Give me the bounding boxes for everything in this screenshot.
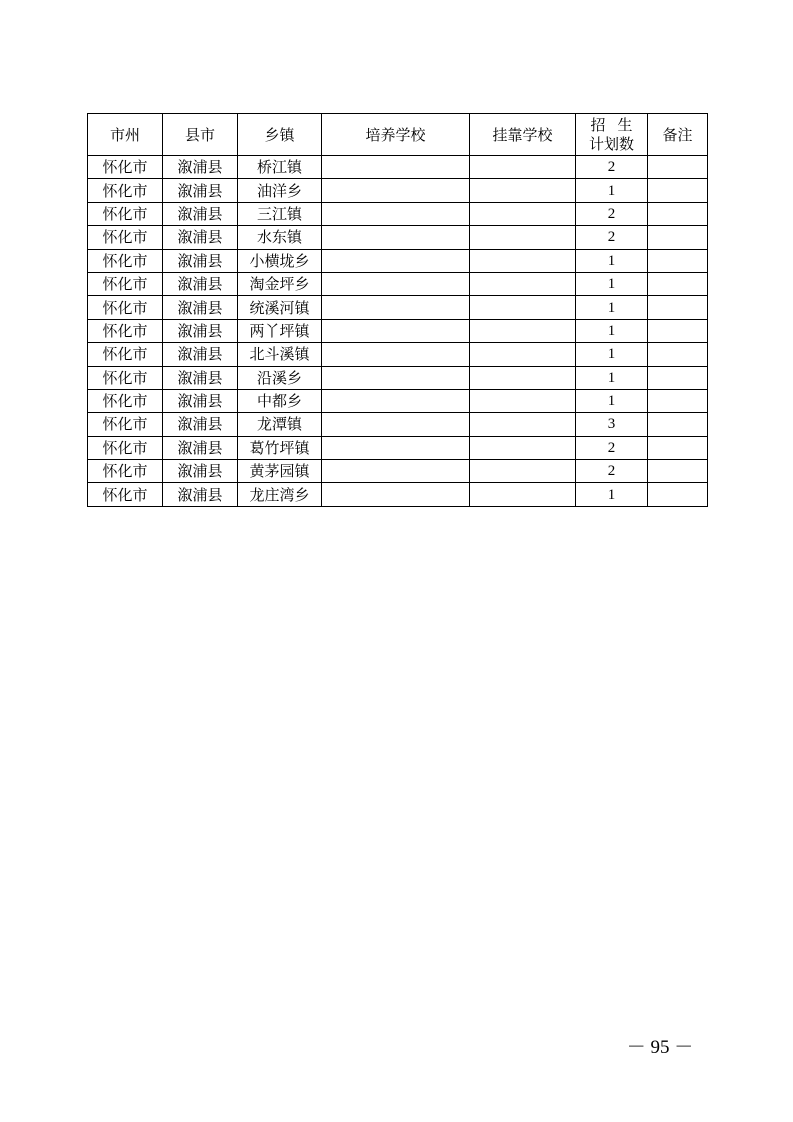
header-quota	[576, 114, 648, 156]
cell-remarks	[648, 483, 708, 506]
cell-remarks	[648, 156, 708, 179]
cell-training-school	[322, 460, 470, 483]
cell-county: 溆浦县	[163, 366, 238, 389]
cell-affiliated-school	[470, 156, 576, 179]
cell-training-school	[322, 179, 470, 202]
cell-county: 溆浦县	[163, 389, 238, 412]
table-row	[88, 436, 708, 459]
header-remarks: 备注	[648, 114, 708, 156]
table-row	[88, 483, 708, 506]
table-row	[88, 389, 708, 412]
cell-quota: 1	[576, 296, 648, 319]
cell-training-school	[322, 413, 470, 436]
cell-county: 溆浦县	[163, 460, 238, 483]
table-row	[88, 343, 708, 366]
cell-training-school	[322, 249, 470, 272]
cell-county: 溆浦县	[163, 202, 238, 225]
cell-county: 溆浦县	[163, 319, 238, 342]
cell-county: 溆浦县	[163, 483, 238, 506]
header-quota-line1: 招生	[590, 115, 645, 134]
cell-affiliated-school	[470, 179, 576, 202]
cell-affiliated-school	[470, 413, 576, 436]
cell-county: 溆浦县	[163, 226, 238, 249]
enrollment-plan-table	[87, 113, 708, 507]
cell-city: 怀化市	[88, 319, 163, 342]
cell-city: 怀化市	[88, 389, 163, 412]
header-county: 县市	[163, 114, 238, 156]
table-row	[88, 202, 708, 225]
cell-city: 怀化市	[88, 179, 163, 202]
cell-quota: 1	[576, 343, 648, 366]
cell-training-school	[322, 483, 470, 506]
cell-city: 怀化市	[88, 249, 163, 272]
table-row	[88, 366, 708, 389]
cell-remarks	[648, 202, 708, 225]
cell-training-school	[322, 436, 470, 459]
cell-quota: 1	[576, 272, 648, 295]
cell-quota: 2	[576, 436, 648, 459]
table-row	[88, 296, 708, 319]
cell-city: 怀化市	[88, 156, 163, 179]
cell-city: 怀化市	[88, 413, 163, 436]
cell-remarks	[648, 226, 708, 249]
cell-training-school	[322, 156, 470, 179]
cell-town: 小横垅乡	[238, 249, 322, 272]
cell-town: 统溪河镇	[238, 296, 322, 319]
cell-city: 怀化市	[88, 202, 163, 225]
cell-city: 怀化市	[88, 436, 163, 459]
cell-affiliated-school	[470, 436, 576, 459]
table-row	[88, 156, 708, 179]
cell-training-school	[322, 226, 470, 249]
cell-county: 溆浦县	[163, 296, 238, 319]
cell-remarks	[648, 366, 708, 389]
cell-city: 怀化市	[88, 460, 163, 483]
cell-town: 淘金坪乡	[238, 272, 322, 295]
cell-quota: 1	[576, 483, 648, 506]
cell-quota: 2	[576, 156, 648, 179]
cell-affiliated-school	[470, 296, 576, 319]
table-header-row	[88, 114, 708, 156]
table-row	[88, 413, 708, 436]
cell-remarks	[648, 319, 708, 342]
cell-training-school	[322, 296, 470, 319]
cell-town: 中都乡	[238, 389, 322, 412]
table-row	[88, 272, 708, 295]
cell-remarks	[648, 413, 708, 436]
cell-county: 溆浦县	[163, 249, 238, 272]
cell-quota: 1	[576, 366, 648, 389]
cell-affiliated-school	[470, 389, 576, 412]
table-row	[88, 179, 708, 202]
cell-city: 怀化市	[88, 343, 163, 366]
cell-remarks	[648, 272, 708, 295]
table-row	[88, 249, 708, 272]
cell-town: 葛竹坪镇	[238, 436, 322, 459]
cell-training-school	[322, 319, 470, 342]
cell-quota: 1	[576, 249, 648, 272]
cell-quota: 3	[576, 413, 648, 436]
table-body	[88, 156, 708, 507]
table-row	[88, 226, 708, 249]
cell-quota: 1	[576, 179, 648, 202]
cell-affiliated-school	[470, 272, 576, 295]
cell-town: 龙庄湾乡	[238, 483, 322, 506]
cell-affiliated-school	[470, 319, 576, 342]
cell-town: 油洋乡	[238, 179, 322, 202]
cell-city: 怀化市	[88, 366, 163, 389]
cell-training-school	[322, 366, 470, 389]
cell-city: 怀化市	[88, 226, 163, 249]
cell-remarks	[648, 460, 708, 483]
header-affiliated-school: 挂靠学校	[470, 114, 576, 156]
cell-remarks	[648, 296, 708, 319]
cell-town: 北斗溪镇	[238, 343, 322, 366]
cell-town: 三江镇	[238, 202, 322, 225]
cell-county: 溆浦县	[163, 413, 238, 436]
cell-county: 溆浦县	[163, 156, 238, 179]
cell-quota: 1	[576, 319, 648, 342]
cell-affiliated-school	[470, 226, 576, 249]
page-number: － 95 －	[626, 1037, 694, 1058]
header-quota-line2: 计划数	[588, 134, 634, 153]
header-city: 市州	[88, 114, 163, 156]
cell-quota: 2	[576, 202, 648, 225]
cell-remarks	[648, 436, 708, 459]
cell-city: 怀化市	[88, 272, 163, 295]
cell-quota: 1	[576, 389, 648, 412]
cell-affiliated-school	[470, 343, 576, 366]
cell-remarks	[648, 389, 708, 412]
cell-county: 溆浦县	[163, 436, 238, 459]
cell-town: 沿溪乡	[238, 366, 322, 389]
cell-city: 怀化市	[88, 296, 163, 319]
cell-affiliated-school	[470, 249, 576, 272]
cell-affiliated-school	[470, 483, 576, 506]
cell-affiliated-school	[470, 366, 576, 389]
header-town: 乡镇	[238, 114, 322, 156]
cell-county: 溆浦县	[163, 179, 238, 202]
cell-town: 黄茅园镇	[238, 460, 322, 483]
header-training-school: 培养学校	[322, 114, 470, 156]
cell-remarks	[648, 179, 708, 202]
cell-training-school	[322, 389, 470, 412]
cell-training-school	[322, 202, 470, 225]
cell-remarks	[648, 249, 708, 272]
cell-affiliated-school	[470, 202, 576, 225]
cell-city: 怀化市	[88, 483, 163, 506]
cell-quota: 2	[576, 460, 648, 483]
cell-town: 龙潭镇	[238, 413, 322, 436]
table-row	[88, 319, 708, 342]
cell-town: 水东镇	[238, 226, 322, 249]
cell-training-school	[322, 343, 470, 366]
table-row	[88, 460, 708, 483]
cell-training-school	[322, 272, 470, 295]
cell-quota: 2	[576, 226, 648, 249]
cell-affiliated-school	[470, 460, 576, 483]
cell-town: 桥江镇	[238, 156, 322, 179]
cell-county: 溆浦县	[163, 272, 238, 295]
cell-town: 两丫坪镇	[238, 319, 322, 342]
cell-county: 溆浦县	[163, 343, 238, 366]
cell-remarks	[648, 343, 708, 366]
